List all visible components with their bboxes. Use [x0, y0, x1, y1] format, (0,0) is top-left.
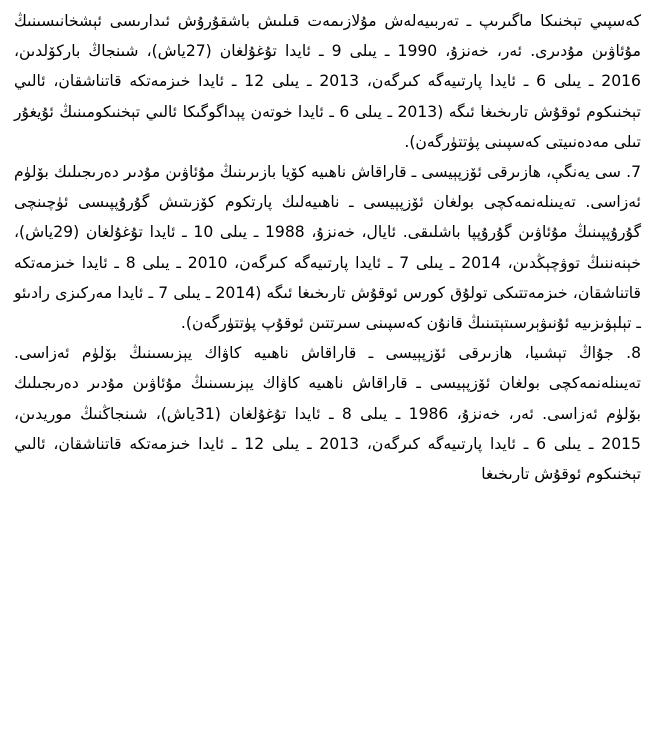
paragraph-1-text: كەسپىي تېخنىكا ماگىرىپ ـ تەربىيەلەش مۇلازىمەت قىلىش باشقۇرۇش ئىدارىسى ئېشخانىسىنىڭ مۇئاۋىن مۇدىرى. ئەر، خەنزۇ، 1990 ـ يىلى 9 ـ ئايدا تۇغۇلغان (27ياش)، شىنجاڭ باركۆلدىن، 2016 ـ يىلى 6 ـ ئايدا پارتىيەگە كىرگەن، 2013 ـ يىلى 12 ـ ئايدا خىزمەتكە قاتناشقان، ئالىي تېخنىكوم ئوقۇش تارىخىغا ئىگە (2013 ـ يىلى 6 ـ ئايدا خوتەن پېداگوگىكا ئالىي تېخنىكومىنىڭ ئۇيغۇر تىلى مەدەنىيتى كەسپىنى پۈتتۈرگەن).	[14, 12, 641, 151]
paragraph-1	[14, 6, 641, 157]
paragraph-3-text: 8. جۇاڭ تېشىيا، ھازىرقى ئۆزپېيسى ـ قاراقاش ناھىيە كاۋاك يېزىسىنىڭ بۆلۈم ئەزاسى. تەيىنلەنمەكچى بولغان ئۆزپېيسى ـ قاراقاش ناھىيە كاۋاك يېزىسىنىڭ مۇئاۋىن مۇدىر دەرىجىلىك بۆلۈم ئەزاسى. ئەر، خەنزۇ، 1986 ـ يىلى 8 ـ ئايدا تۇغۇلغان (31ياش)، شىنجاڭنىڭ موريدىن، 2015 ـ يىلى 6 ـ ئايدا پارتىيەگە كىرگەن، 2013 ـ يىلى 12 ـ ئايدا خىزمەتكە قاتناشقان، ئالىي تېخنىكوم ئوقۇش تارىخىغا	[14, 344, 641, 484]
paragraph-3-item-8	[14, 338, 641, 489]
paragraph-2-item-7	[14, 157, 641, 338]
paragraph-2-text: 7. سى يەنگې، ھازىرقى ئۆزپېيسى ـ قاراقاش ناھىيە كۆيا بازىرىنىڭ مۇئاۋىن مۇدىر دەرىجىلىك بۆلۈم ئەزاسى. تەيىنلەنمەكچى بولغان ئۆزپېيسى ـ ناھىيەلىك پارتكوم كۆزىتىش گۇرۇپپىسى ئۈچىنچى گۇرۇپپىنىڭ مۇئاۋىن گۇرۇپپا باشلىقى. ئايال، خەنزۇ، 1988 ـ يىلى 10 ـ ئايدا تۇغۇلغان (29ياش)، خېنەننىڭ توۋچېڭدىن، 2014 ـ يىلى 7 ـ ئايدا پارتىيەگە كىرگەن، 2010 ـ يىلى 8 ـ ئايدا خىزمەتكە قاتناشقان، خىزمەتتىكى تولۇق كورس ئوقۇش تارىخىغا ئىگە (2014 ـ يىلى 7 ـ ئايدا مەركىزى رادىئو ـ تېلېۋىزىيە ئۇنىۋېرسىتېتىنىڭ قانۇن كەسپىنى سىرتتىن ئوقۇپ پۈتتۈرگەن).	[14, 163, 642, 333]
